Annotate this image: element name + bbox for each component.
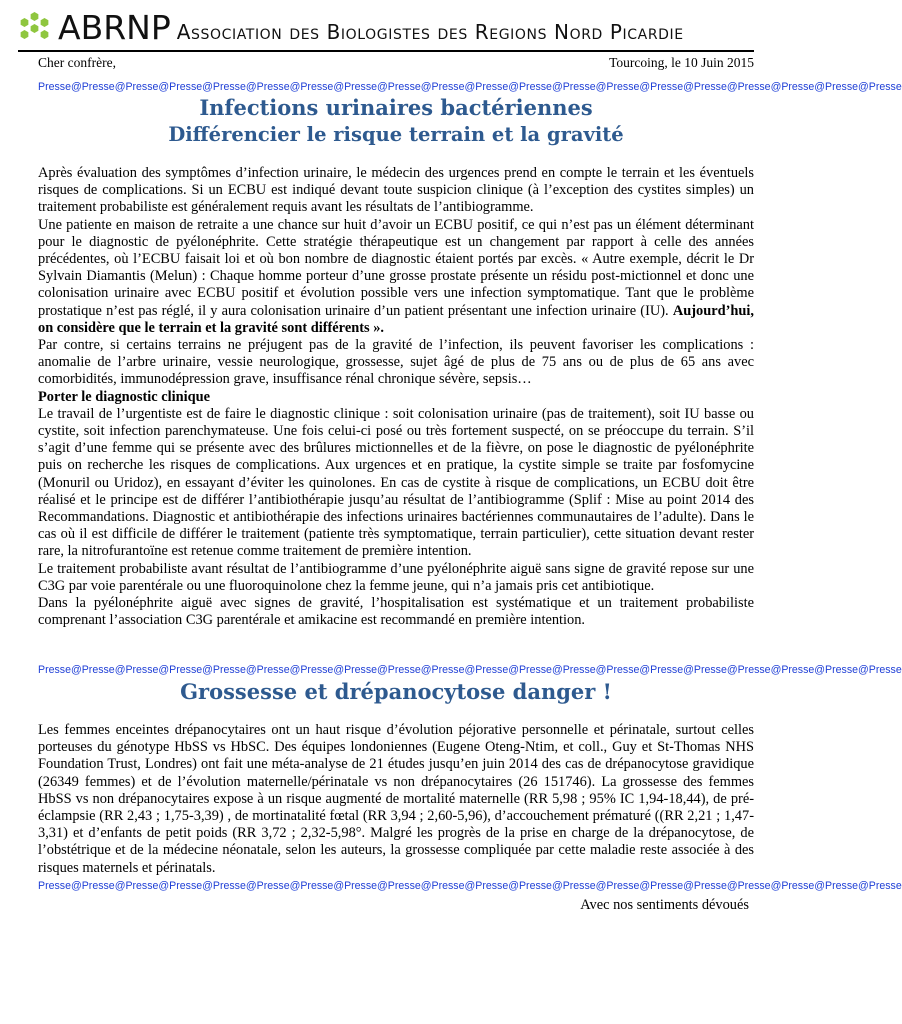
paragraph: Après évaluation des symptômes d’infection urinaire, le médecin des urgences prend en compte le terrain et les éventuels risques de complications. Si un ECBU est indiqué devant toute suspicion clinique (à l’exception des cystites simples) un traitement probabiliste est généralement requis avant les résultats de l’antibiogramme. xyxy=(38,165,754,216)
article1-title: Infections urinaires bactériennes xyxy=(199,95,593,120)
place-date: Tourcoing, le 10 Juin 2015 xyxy=(609,55,754,70)
separator-line: Presse@Presse@Presse@Presse@Presse@Presse@Presse@Presse@Presse@Presse@Presse@Presse@Presse@Presse@Presse@Presse@Presse@Presse@Presse@Presse xyxy=(38,81,902,93)
paragraph: Une patiente en maison de retraite a une chance sur huit d’avoir un ECBU positif, ce qui n’est pas un élément déterminant pour le diagnostic de pyélonéphrite. Cette stratégie thérapeutique est un changement par rapport à celle des années précédentes, où l’ECBU faisait loi et où bon nombre de diagnostic étaient portés par excès. « Autre exemple, décrit le Dr Sylvain Diamantis (Melun) : Chaque homme porteur d’une grosse prostate présente un résidu post-mictionnel et donc une colonisation urinaire avec ECBU positif et évolution possible vers une infection symptomatique. Tant que le problème prostatique n’est pas réglé, il y aura colonisation urinaire d’un patient présentant une infection urinaire (IU). Aujourd’hui, on considère que le terrain et la gravité sont différents ». xyxy=(38,216,754,336)
closing-salutation: Avec nos sentiments dévoués xyxy=(580,897,749,913)
article2-title: Grossesse et drépanocytose danger ! xyxy=(180,679,612,704)
logo-text: ABRNP xyxy=(58,8,171,47)
logo-hexagon-icon xyxy=(20,30,29,39)
logo-hexagon-icon xyxy=(40,30,49,39)
association-name: Association des Biologistes des Regions Nord Picardie xyxy=(176,20,684,44)
paragraph: Par contre, si certains terrains ne préjugent pas de la gravité de l’infection, ils peuvent favoriser les complications : anomalie de l’arbre urinaire, vessie neurologique, grossesse, sujet âgé de plus de 75 ans ou de plus de 65 ans avec comorbidités, immunodépression grave, insuffisance rénal chronique sévère, sepsis… xyxy=(38,337,754,388)
article2-body xyxy=(38,722,754,877)
separator-line: Presse@Presse@Presse@Presse@Presse@Presse@Presse@Presse@Presse@Presse@Presse@Presse@Presse@Presse@Presse@Presse@Presse@Presse@Presse@Presse xyxy=(38,664,902,676)
paragraph: Dans la pyélonéphrite aiguë avec signes de gravité, l’hospitalisation est systématique et un traitement probabiliste comprenant l’association C3G parentérale et amikacine est recommandé en première intention. xyxy=(38,595,754,629)
association-title xyxy=(58,8,684,46)
paragraph: Le travail de l’urgentiste est de faire le diagnostic clinique : soit colonisation urinaire (pas de traitement), soit IU basse ou cystite, soit infection parenchymateuse. Une fois celui-ci posé ou très fortement suspecté, on se préoccupe du terrain. S’il s’agit d’une femme qui se présente avec des brûlures mictionnelles et de la fièvre, on pose le diagnostic de pyélonéphrite puis on recherche les risques de complications. Aux urgences et en pratique, la cystite simple se traite par fosfomycine (Monuril ou Uridoz), en essayant d’éviter les quinolones. En cas de cystite à risque de complications, un ECBU doit être réalisé et le principe est de différer l’antibiothérapie jusqu’au résultat de l’antibiogramme (Splif : Mise au point 2014 des Recommandations. Diagnostic et antibiothérapie des infections urinaires bactériennes communautaires de l’adulte). Dans le cas où il est difficile de différer le traitement (patiente très symptomatique, terrain particulier), cette situation devant rester rare, la nitrofurantoïne est retenue comme traitement de première intention. xyxy=(38,405,754,560)
letter-opening xyxy=(38,55,754,73)
paragraph: Les femmes enceintes drépanocytaires ont un haut risque d’évolution péjorative personnelle et périnatale, surtout celles porteuses du génotype HbSS vs HbSC. Des équipes londoniennes (Eugene Oteng-Ntim, et coll., Guy et St-Thomas NHS Foundation Trust, Londres) ont fait une méta-analyse de 21 études jusqu’en juin 2014 des cas de drépanocytose gravidique (26349 femmes) et de l’évolution maternelle/périnatale vs non drépanocytaires (26 151746). La grossesse des femmes HbSS vs non drépanocytaires expose à un risque augmenté de mortalité maternelle (RR 5,98 ; 95% IC 1,94-18,44), de pré-éclampsie (RR 2,43 ; 1,75-3,39) , de mortinatalité fœtal (RR 3,94 ; 2,60-5,96), d’accouchement prématuré ((RR 2,21 ; 1,47-3,31) et d’enfants de petit poids (RR 3,72 ; 2,32-5,98°. Malgré les progrès de la prise en charge de la drépanocytose, de l’obstétrique et de la médecine néonatale, selon les auteurs, la grossesse compliquée par cette maladie reste associée à des risques maternels et périnatals. xyxy=(38,722,754,876)
section-subheading: Porter le diagnostic clinique xyxy=(38,388,211,405)
logo-hexagon-icon xyxy=(30,24,39,33)
key-statement: Aujourd’hui, on considère que le terrain et la gravité sont différents ». xyxy=(38,302,754,336)
logo-hexagon-icon xyxy=(40,18,49,27)
article1-body xyxy=(38,165,754,629)
paragraph: Le traitement probabiliste avant résultat de l’antibiogramme d’une pyélonéphrite aiguë sans signe de gravité repose sur une C3G par voie parentérale ou une fluoroquinolone chez la femme jeune, qui n’a jamais pris cet antibiotique. xyxy=(38,560,754,594)
letterhead xyxy=(18,6,758,48)
header-rule xyxy=(18,50,754,52)
logo-hexagon-icon xyxy=(30,12,39,21)
logo-hexagon-icon xyxy=(20,18,29,27)
article1-subtitle: Différencier le risque terrain et la gravité xyxy=(168,123,624,146)
separator-line: Presse@Presse@Presse@Presse@Presse@Presse@Presse@Presse@Presse@Presse@Presse@Presse@Presse@Presse@Presse@Presse@Presse@Presse@Presse@Presse xyxy=(38,880,902,892)
greeting: Cher confrère, xyxy=(38,55,116,70)
